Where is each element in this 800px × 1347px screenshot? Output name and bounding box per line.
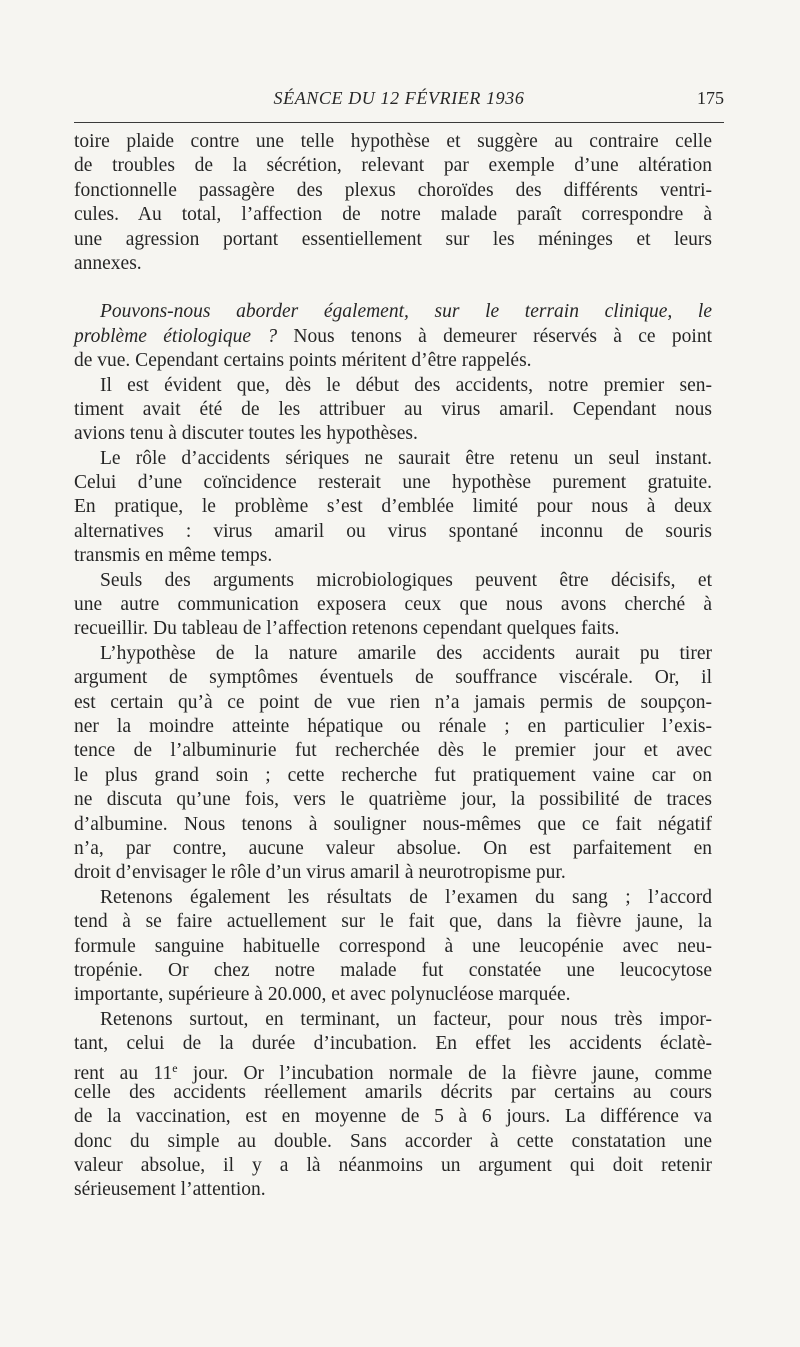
text-line: droit d’envisager le rôle d’un virus amaril à neurotropisme pur. [74,862,566,884]
text-line: de troubles de la sécrétion, relevant par exemple d’une altération [74,155,712,177]
text-line: Le rôle d’accidents sériques ne saurait être retenu un seul instant. [100,447,712,469]
text-line: tropénie. Or chez notre malade fut constatée une leucocytose [74,959,712,981]
text-line: Seuls des arguments microbiologiques peuvent être décisifs, et [100,569,712,591]
paragraph [74,1008,712,1203]
text-line: timent avait été de les attribuer au virus amaril. Cependant nous [74,398,712,420]
text-line [74,325,712,349]
paragraph [74,569,712,642]
text-line: tence de l’albuminurie fut recherchée dès le premier jour et avec [74,740,712,762]
text-line: avions tenu à discuter toutes les hypothèses. [74,423,418,445]
text-line: annexes. [74,252,142,274]
header-rule [74,122,724,123]
superscript: e [172,1061,178,1076]
text-line: L’hypothèse de la nature amarile des accidents aurait pu tirer [100,642,712,664]
text-line: une agression portant essentiellement sur les méninges et leurs [74,228,712,250]
text-line: recueillir. Du tableau de l’affection retenons cependant quelques faits. [74,618,620,640]
text-line: toire plaide contre une telle hypothèse et suggère au contraire celle [74,131,712,152]
text-run: rent au 11 [74,1063,173,1085]
text-line: n’a, par contre, aucune valeur absolue. On est parfaitement en [74,837,712,859]
text-run: Nous tenons à demeurer réservés à ce point [277,325,713,347]
text-line: de la vaccination, est en moyenne de 5 à 6 jours. La différence va [74,1106,712,1128]
text-line: donc du simple au double. Sans accorder à cette constatation une [74,1130,712,1152]
text-line: Retenons surtout, en terminant, un facteur, pour nous très impor- [100,1008,712,1030]
paragraph [74,886,712,1008]
text-line: de vue. Cependant certains points méritent d’être rappelés. [74,350,532,372]
paragraph [74,374,712,447]
text-line: cules. Au total, l’affection de notre malade paraît correspondre à [74,204,712,226]
text-line [74,1056,713,1085]
text-line: ner la moindre atteinte hépatique ou rénale ; en particulier l’exis- [74,715,712,737]
text-line: Celui d’une coïncidence resterait une hypothèse purement gratuite. [74,472,712,494]
running-header [74,88,724,116]
paragraph-continuation [74,130,712,276]
body-text [74,130,712,1203]
text-line: une autre communication exposera ceux que nous avons cherché à [74,594,712,616]
text-line: Il est évident que, dès le début des accidents, notre premier sen- [100,374,712,396]
paragraph [74,642,712,886]
text-run: jour. Or l’incubation normale de la fièvre jaune, comme [177,1063,713,1085]
text-line: fonctionnelle passagère des plexus choroïdes des différents ventri- [74,179,712,201]
text-line: formule sanguine habituelle correspond à une leucopénie avec neu- [74,935,712,957]
text-line: tant, celui de la durée d’incubation. En effet les accidents éclatè- [74,1033,712,1055]
text-line: transmis en même temps. [74,545,273,567]
italic-heading: problème étiologique ? [74,325,278,347]
text-line: tend à se faire actuellement sur le fait que, dans la fièvre jaune, la [74,911,712,933]
text-line: celle des accidents réellement amarils décrits par certains au cours [74,1081,712,1103]
text-line: d’albumine. Nous tenons à souligner nous-mêmes que ce fait négatif [74,813,712,835]
text-line: En pratique, le problème s’est d’emblée limité pour nous à deux [74,496,712,518]
paragraph-etiology [74,300,712,373]
text-line: importante, supérieure à 20.000, et avec polynucléose marquée. [74,984,571,1006]
text-line: valeur absolue, il y a là néanmoins un argument qui doit retenir [74,1155,712,1177]
text-line: est certain qu’à ce point de vue rien n’a jamais permis de soupçon- [74,691,712,713]
text-line: alternatives : virus amaril ou virus spontané inconnu de souris [74,520,712,542]
italic-heading: Pouvons-nous aborder également, sur le terrain clinique, le [100,301,712,323]
paragraph [74,447,712,569]
text-line: sérieusement l’attention. [74,1179,266,1201]
running-title: SÉANCE DU 12 FÉVRIER 1936 [273,88,525,108]
text-line: Retenons également les résultats de l’examen du sang ; l’accord [100,886,712,908]
page-number: 175 [697,88,724,108]
text-line [74,300,712,324]
text-line: ne discuta qu’une fois, vers le quatrième jour, la possibilité de traces [74,789,712,811]
text-line: argument de symptômes éventuels de souffrance viscérale. Or, il [74,667,712,689]
text-line: le plus grand soin ; cette recherche fut pratiquement vaine car on [74,764,712,786]
section-gap [74,276,712,300]
